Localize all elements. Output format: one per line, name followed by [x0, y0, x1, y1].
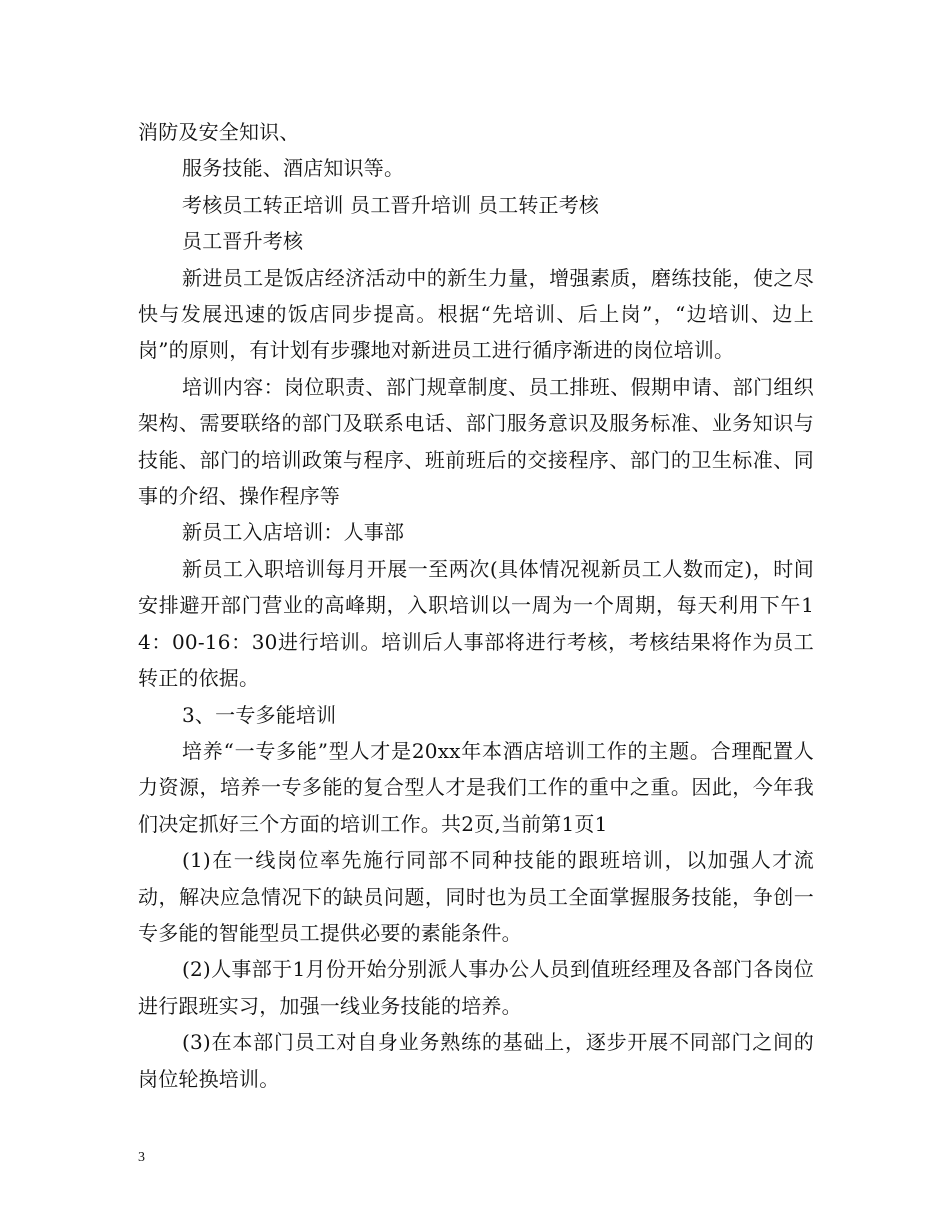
paragraph: 消防及安全知识、: [138, 120, 300, 144]
paragraph: 培训内容：岗位职责、部门规章制度、员工排班、假期申请、部门组织架构、需要联络的部门及联系电话、部门服务意识及服务标准、业务知识与技能、部门的培训政策与程序、班前班后的交接程序、部门的卫生标准、同事的介绍、操作程序等: [138, 374, 814, 509]
paragraph: 新进员工是饭店经济活动中的新生力量，增强素质，磨练技能，使之尽快与发展迅速的饭店同步提高。根据“先培训、后上岗”，“边培训、边上岗”的原则，有计划有步骤地对新进员工进行循序渐进的岗位培训。: [138, 265, 814, 363]
section-label: 新员工入店培训：人事部: [182, 520, 405, 545]
list-item: (1)在一线岗位率先施行同部不同种技能的跟班培训，以加强人才流动，解决应急情况下的缺员问题，同时也为员工全面掌握服务技能，争创一专多能的智能型员工提供必要的素能条件。: [138, 848, 814, 945]
paragraph: 培养“一专多能”型人才是20xx年本酒店培训工作的主题。合理配置人力资源，培养一专多能的复合型人才是我们工作的重中之重。因此，今年我们决定抓好三个方面的培训工作。共2页,当前第1页1: [138, 738, 814, 836]
paragraph: 服务技能、酒店知识等。: [182, 156, 405, 181]
paragraph: 考核员工转正培训 员工晋升培训 员工转正考核: [182, 192, 600, 217]
section-heading: 3、一专多能培训: [182, 702, 337, 727]
paragraph: 员工晋升考核: [182, 229, 304, 254]
list-item: (3)在本部门员工对自身业务熟练的基础上，逐步开展不同部门之间的岗位轮换培训。: [138, 1030, 814, 1091]
paragraph: 新员工入职培训每月开展一至两次(具体情况视新员工人数而定)，时间安排避开部门营业的高峰期，入职培训以一周为一个周期，每天利用下午14：00-16：30进行培训。培训后人事部将进行考核，考核结果将作为员工转正的依据。: [138, 556, 814, 691]
list-item: (2)人事部于1月份开始分别派人事办公人员到值班经理及各部门各岗位进行跟班实习，加强一线业务技能的培养。: [138, 957, 814, 1018]
page-number: 3: [138, 1150, 145, 1165]
body-text: [138, 114, 814, 1097]
